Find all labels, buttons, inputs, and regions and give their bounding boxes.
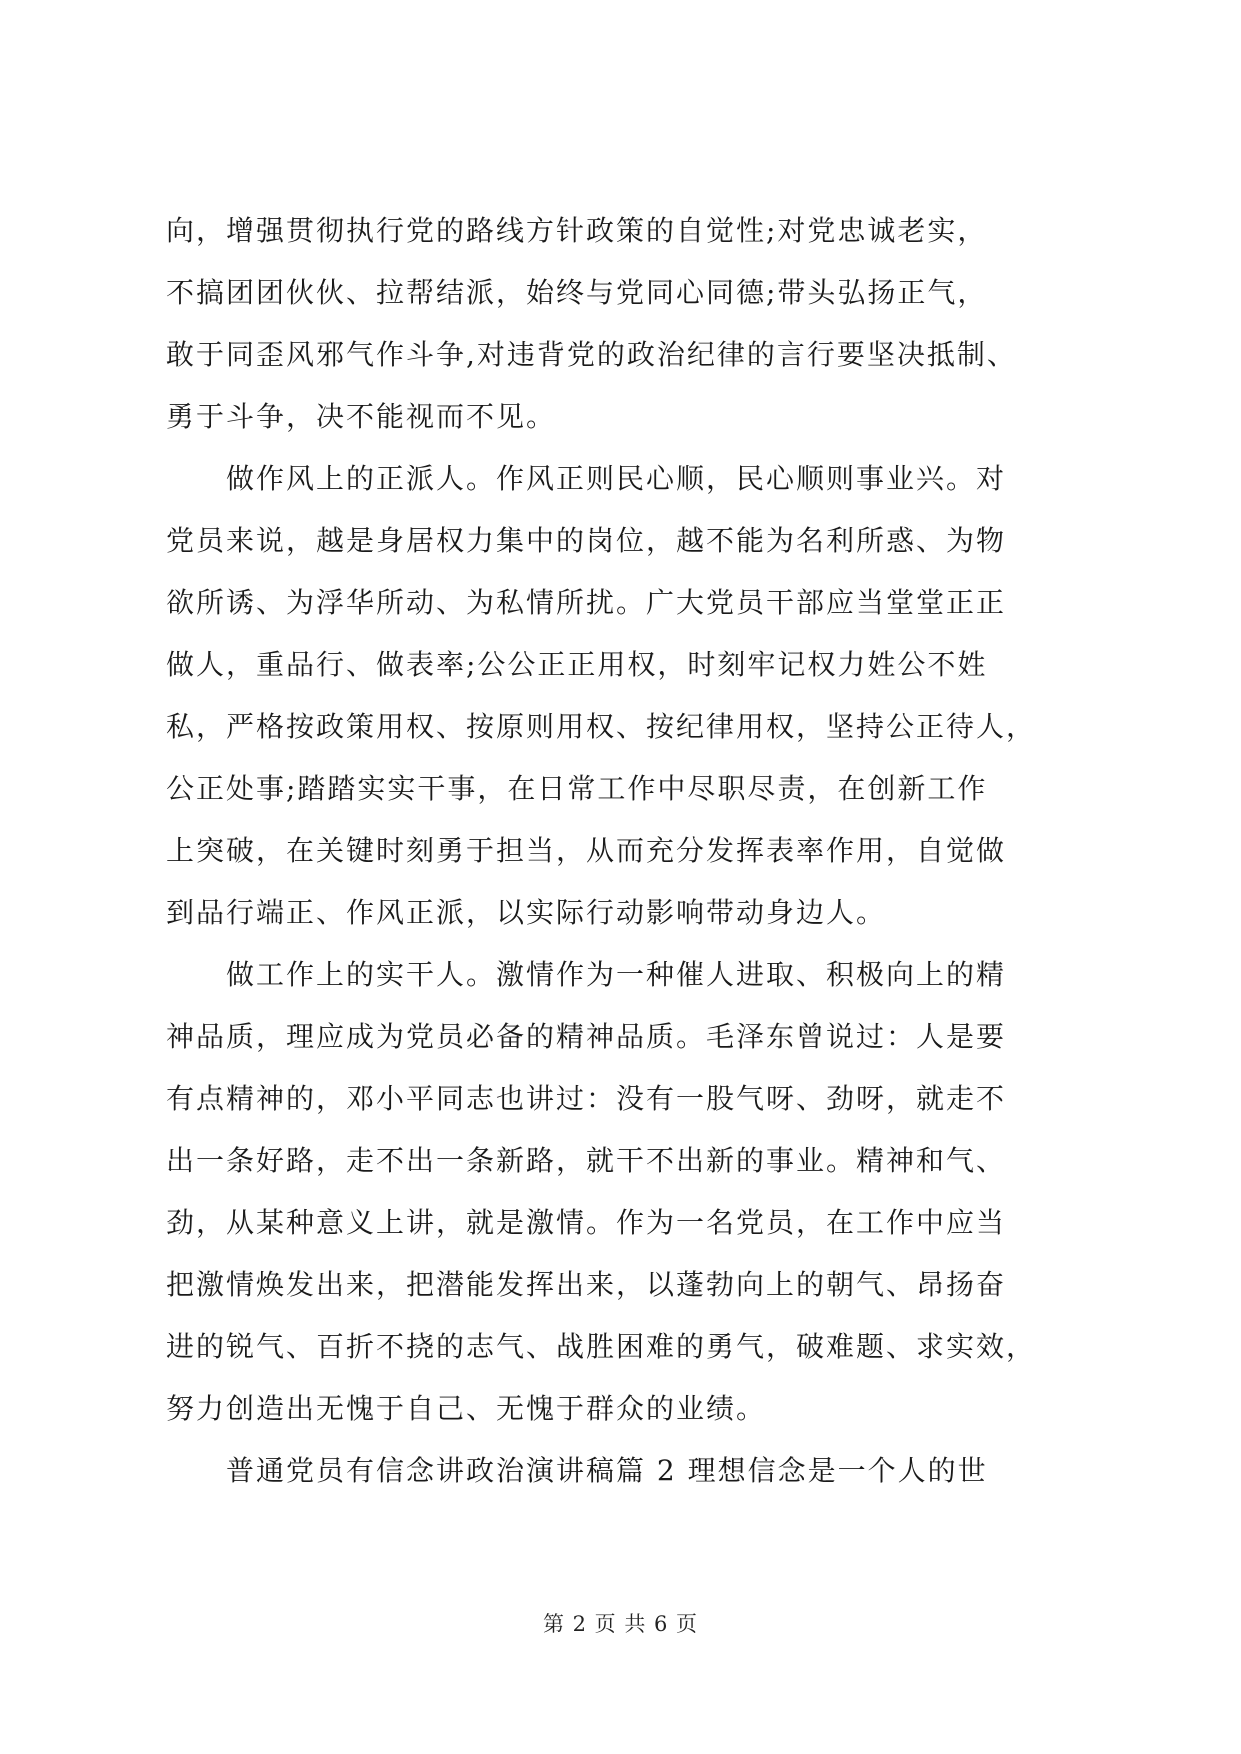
text-line: 欲所诱、为浮华所动、为私情所扰。广大党员干部应当堂堂正正 bbox=[166, 586, 1007, 619]
text-line: 做人，重品行、做表率;公公正正用权，时刻牢记权力姓公不姓 bbox=[166, 648, 988, 681]
text-line: 出一条好路，走不出一条新路，就干不出新的事业。精神和气、 bbox=[166, 1144, 1007, 1177]
text-line: 向，增强贯彻执行党的路线方针政策的自觉性;对党忠诚老实， bbox=[166, 214, 988, 247]
text-line: 敢于同歪风邪气作斗争,对违背党的政治纪律的言行要坚决抵制、 bbox=[166, 338, 1017, 371]
text-line: 勇于斗争，决不能视而不见。 bbox=[166, 400, 557, 433]
text-line: 不搞团团伙伙、拉帮结派，始终与党同心同德;带头弘扬正气， bbox=[166, 276, 988, 309]
text-line: 进的锐气、百折不挠的志气、战胜困难的勇气，破难题、求实效， bbox=[166, 1330, 1037, 1363]
text-line: 劲，从某种意义上讲，就是激情。作为一名党员，在工作中应当 bbox=[166, 1206, 1007, 1239]
text-line: 私，严格按政策用权、按原则用权、按纪律用权，坚持公正待人， bbox=[166, 710, 1037, 743]
text-line: 党员来说，越是身居权力集中的岗位，越不能为名利所惑、为物 bbox=[166, 524, 1007, 557]
text-line: 努力创造出无愧于自己、无愧于群众的业绩。 bbox=[166, 1392, 767, 1425]
paragraph-start-line: 普通党员有信念讲政治演讲稿篇 2 理想信念是一个人的世 bbox=[166, 1454, 988, 1487]
paragraph-start-line: 做作风上的正派人。作风正则民心顺，民心顺则事业兴。对 bbox=[166, 462, 1007, 495]
page-footer: 第 2 页 共 6 页 bbox=[542, 1612, 699, 1636]
body-text bbox=[166, 200, 1126, 1502]
text-line: 上突破，在关键时刻勇于担当，从而充分发挥表率作用，自觉做 bbox=[166, 834, 1007, 867]
text-line: 神品质，理应成为党员必备的精神品质。毛泽东曾说过：人是要 bbox=[166, 1020, 1007, 1053]
text-line: 把激情焕发出来，把潜能发挥出来，以蓬勃向上的朝气、昂扬奋 bbox=[166, 1268, 1007, 1301]
text-line: 有点精神的，邓小平同志也讲过：没有一股气呀、劲呀，就走不 bbox=[166, 1082, 1007, 1115]
text-line: 到品行端正、作风正派，以实际行动影响带动身边人。 bbox=[166, 896, 887, 929]
text-line: 公正处事;踏踏实实干事，在日常工作中尽职尽责，在创新工作 bbox=[166, 772, 988, 805]
paragraph-start-line: 做工作上的实干人。激情作为一种催人进取、积极向上的精 bbox=[166, 958, 1007, 991]
